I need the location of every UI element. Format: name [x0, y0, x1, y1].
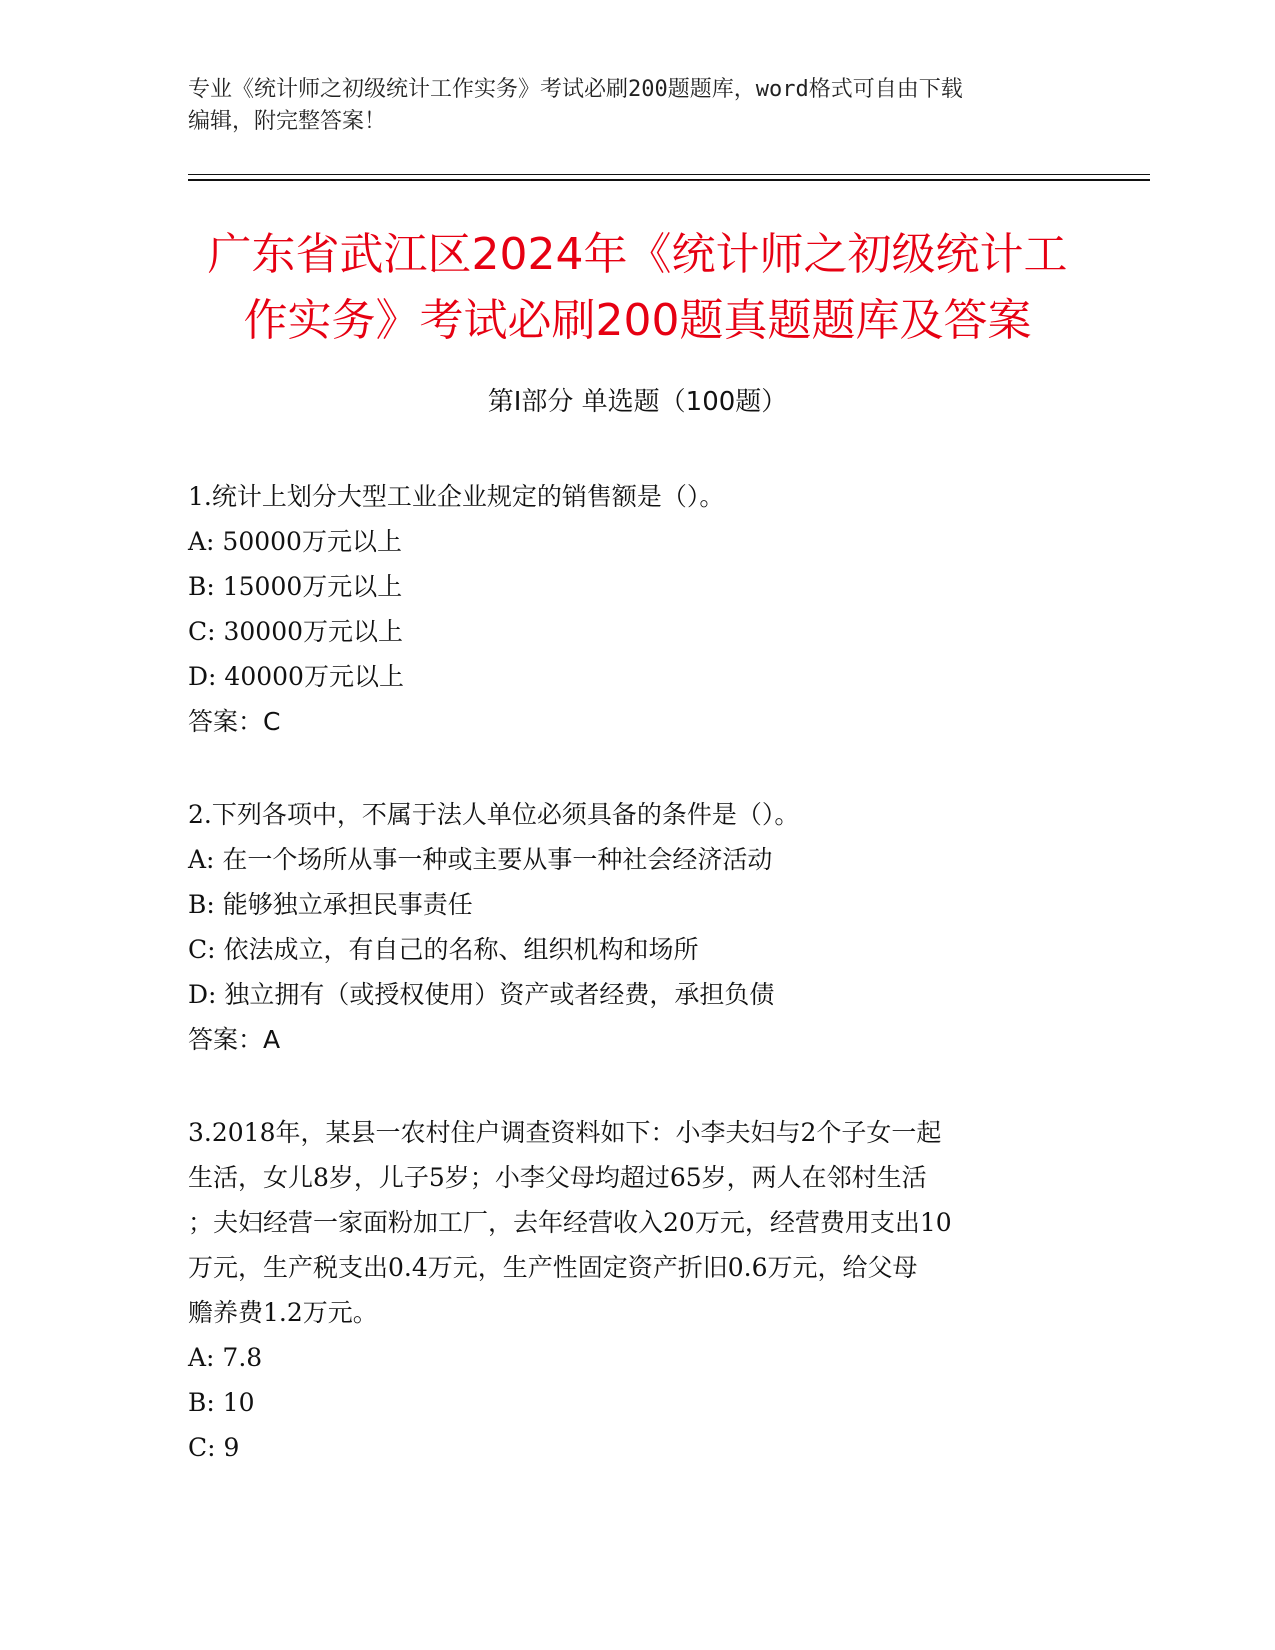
option-a: A: 7.8 — [188, 1343, 263, 1372]
question-stem: 1.统计上划分大型工业企业规定的销售额是（）。 — [188, 482, 725, 511]
option-a: A: 50000万元以上 — [188, 527, 402, 556]
header-note-line-2: 编辑，附完整答案！ — [188, 109, 387, 134]
question-stem-line-2: 生活，女儿8岁，儿子5岁；小李父母均超过65岁，两人在邻村生活 — [188, 1163, 927, 1192]
option-c: C: 30000万元以上 — [188, 617, 404, 646]
header-note-line-1: 专业《统计师之初级统计工作实务》考试必刷200题题库，word格式可自由下载 — [188, 77, 963, 102]
option-c: C: 依法成立，有自己的名称、组织机构和场所 — [188, 935, 699, 964]
question-1 — [188, 474, 1088, 744]
option-b: B: 10 — [188, 1388, 255, 1417]
section-heading: 第Ⅰ部分 单选题（100题） — [487, 387, 788, 417]
question-stem: 2.下列各项中，不属于法人单位必须具备的条件是（）。 — [188, 800, 800, 829]
question-stem-line-4: 万元，生产税支出0.4万元，生产性固定资产折旧0.6万元，给父母 — [188, 1253, 918, 1282]
answer: 答案：C — [188, 707, 281, 736]
answer: 答案：A — [188, 1025, 281, 1054]
option-b: B: 15000万元以上 — [188, 572, 403, 601]
question-2 — [188, 792, 1088, 1062]
header-note — [188, 74, 1088, 138]
question-stem-line-5: 赡养费1.2万元。 — [188, 1298, 378, 1327]
question-stem-line-3: ；夫妇经营一家面粉加工厂，去年经营收入20万元，经营费用支出10 — [188, 1208, 952, 1237]
option-b: B: 能够独立承担民事责任 — [188, 890, 473, 919]
option-c: C: 9 — [188, 1433, 240, 1462]
header-divider-thin — [188, 174, 1150, 175]
option-d: D: 独立拥有（或授权使用）资产或者经费，承担负债 — [188, 980, 775, 1009]
option-d: D: 40000万元以上 — [188, 662, 404, 691]
header-divider-thick — [188, 179, 1150, 181]
option-a: A: 在一个场所从事一种或主要从事一种社会经济活动 — [188, 845, 773, 874]
question-3 — [188, 1110, 1088, 1470]
title-line-1: 广东省武江区2024年《统计师之初级统计工 — [207, 229, 1068, 280]
document-title — [150, 222, 1125, 354]
question-stem-line-1: 3.2018年，某县一农村住户调查资料如下：小李夫妇与2个子女一起 — [188, 1118, 942, 1147]
title-line-2: 作实务》考试必刷200题真题题库及答案 — [243, 295, 1032, 346]
